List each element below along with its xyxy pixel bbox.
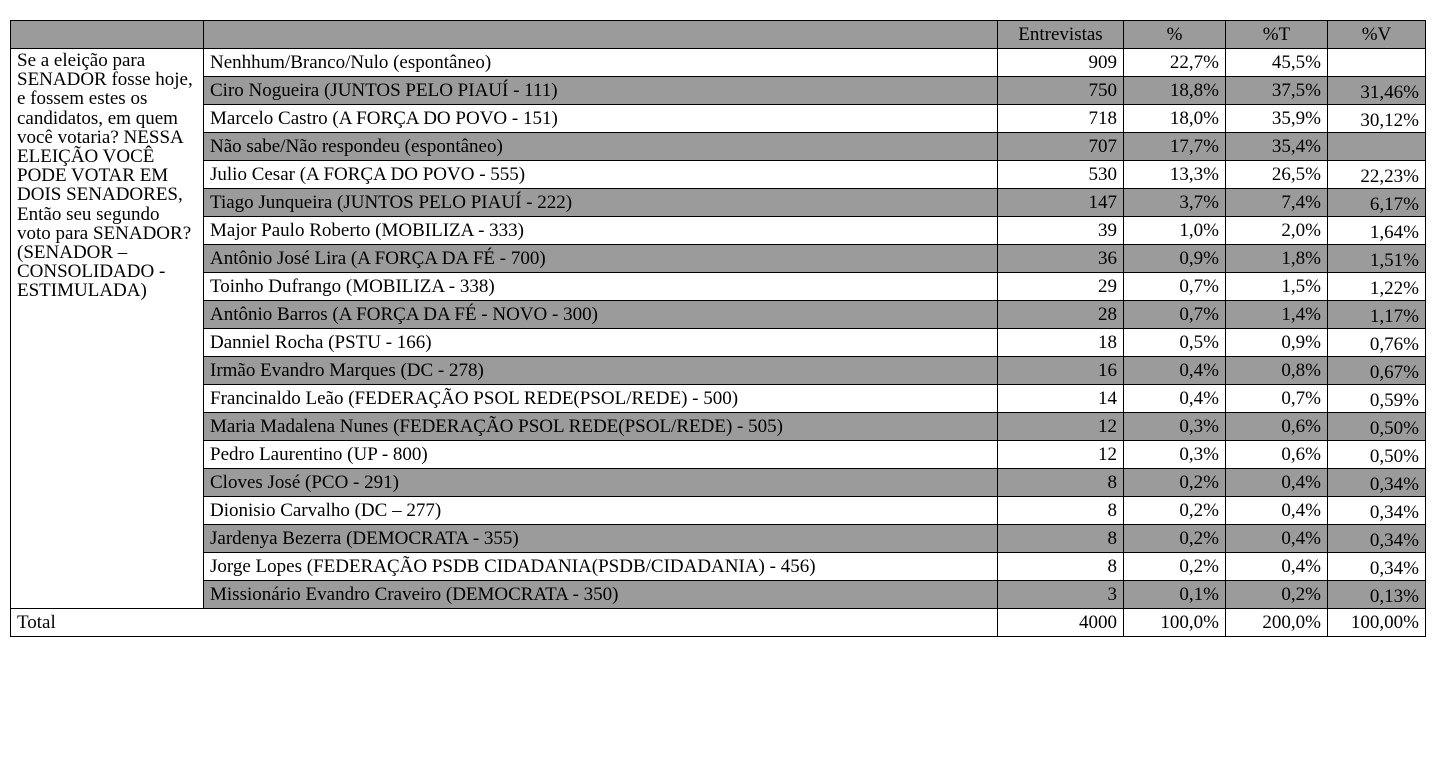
pct-t-cell: 0,8% [1226, 357, 1328, 385]
pct-v-cell [1328, 49, 1426, 77]
table-row [11, 77, 1426, 105]
table-row [11, 273, 1426, 301]
pct-v-cell: 6,17% [1328, 189, 1426, 217]
pct-t-cell: 1,5% [1226, 273, 1328, 301]
pct-cell: 0,7% [1124, 273, 1226, 301]
pct-v-cell: 30,12% [1328, 105, 1426, 133]
table-row [11, 357, 1426, 385]
interviews-cell: 8 [998, 553, 1124, 581]
interviews-cell: 14 [998, 385, 1124, 413]
pct-v-cell: 0,13% [1328, 581, 1426, 609]
pct-t-cell: 0,4% [1226, 553, 1328, 581]
header-pct-v: %V [1328, 21, 1426, 49]
pct-cell: 0,2% [1124, 525, 1226, 553]
total-pct-v: 100,00% [1328, 609, 1426, 637]
pct-t-cell: 0,7% [1226, 385, 1328, 413]
pct-t-cell: 0,9% [1226, 329, 1328, 357]
total-row [11, 609, 1426, 637]
table-row [11, 189, 1426, 217]
table-row [11, 217, 1426, 245]
total-pct: 100,0% [1124, 609, 1226, 637]
candidate-name: Tiago Junqueira (JUNTOS PELO PIAUÍ - 222) [204, 189, 998, 217]
pct-v-cell: 0,67% [1328, 357, 1426, 385]
candidate-name: Danniel Rocha (PSTU - 166) [204, 329, 998, 357]
pct-t-cell: 35,4% [1226, 133, 1328, 161]
candidate-name: Ciro Nogueira (JUNTOS PELO PIAUÍ - 111) [204, 77, 998, 105]
interviews-cell: 718 [998, 105, 1124, 133]
table-row [11, 245, 1426, 273]
pct-v-cell: 0,50% [1328, 413, 1426, 441]
interviews-cell: 28 [998, 301, 1124, 329]
table-row [11, 469, 1426, 497]
pct-v-cell: 22,23% [1328, 161, 1426, 189]
pct-t-cell: 0,6% [1226, 441, 1328, 469]
interviews-cell: 8 [998, 525, 1124, 553]
pct-t-cell: 37,5% [1226, 77, 1328, 105]
pct-cell: 0,2% [1124, 553, 1226, 581]
table-row [11, 553, 1426, 581]
candidate-name: Não sabe/Não respondeu (espontâneo) [204, 133, 998, 161]
pct-v-cell: 1,17% [1328, 301, 1426, 329]
pct-t-cell: 1,4% [1226, 301, 1328, 329]
pct-v-cell: 0,34% [1328, 469, 1426, 497]
pct-v-cell: 1,51% [1328, 245, 1426, 273]
candidate-name: Irmão Evandro Marques (DC - 278) [204, 357, 998, 385]
candidate-name: Julio Cesar (A FORÇA DO POVO - 555) [204, 161, 998, 189]
pct-t-cell: 7,4% [1226, 189, 1328, 217]
total-label: Total [11, 609, 998, 637]
total-interviews: 4000 [998, 609, 1124, 637]
candidate-name: Toinho Dufrango (MOBILIZA - 338) [204, 273, 998, 301]
interviews-cell: 18 [998, 329, 1124, 357]
pct-cell: 0,4% [1124, 357, 1226, 385]
candidate-name: Major Paulo Roberto (MOBILIZA - 333) [204, 217, 998, 245]
table-body [11, 49, 1426, 609]
pct-t-cell: 2,0% [1226, 217, 1328, 245]
pct-t-cell: 0,4% [1226, 525, 1328, 553]
pct-cell: 0,9% [1124, 245, 1226, 273]
interviews-cell: 8 [998, 497, 1124, 525]
interviews-cell: 3 [998, 581, 1124, 609]
interviews-cell: 12 [998, 413, 1124, 441]
header-row [11, 21, 1426, 49]
header-pct: % [1124, 21, 1226, 49]
pct-t-cell: 0,4% [1226, 469, 1328, 497]
pct-cell: 18,8% [1124, 77, 1226, 105]
pct-cell: 1,0% [1124, 217, 1226, 245]
interviews-cell: 909 [998, 49, 1124, 77]
pct-t-cell: 45,5% [1226, 49, 1328, 77]
candidate-name: Maria Madalena Nunes (FEDERAÇÃO PSOL REDE(PSOL/REDE) - 505) [204, 413, 998, 441]
pct-t-cell: 0,6% [1226, 413, 1328, 441]
candidate-name: Antônio José Lira (A FORÇA DA FÉ - 700) [204, 245, 998, 273]
pct-v-cell: 1,64% [1328, 217, 1426, 245]
candidate-name: Marcelo Castro (A FORÇA DO POVO - 151) [204, 105, 998, 133]
candidate-name: Pedro Laurentino (UP - 800) [204, 441, 998, 469]
candidate-name: Francinaldo Leão (FEDERAÇÃO PSOL REDE(PSOL/REDE) - 500) [204, 385, 998, 413]
candidate-name: Jardenya Bezerra (DEMOCRATA - 355) [204, 525, 998, 553]
pct-v-cell: 0,34% [1328, 525, 1426, 553]
table-row [11, 581, 1426, 609]
pct-v-cell: 0,50% [1328, 441, 1426, 469]
candidate-name: Missionário Evandro Craveiro (DEMOCRATA - 350) [204, 581, 998, 609]
table-row [11, 497, 1426, 525]
interviews-cell: 750 [998, 77, 1124, 105]
pct-cell: 0,2% [1124, 497, 1226, 525]
interviews-cell: 8 [998, 469, 1124, 497]
header-blank-candidate [204, 21, 998, 49]
candidate-name: Dionisio Carvalho (DC – 277) [204, 497, 998, 525]
interviews-cell: 16 [998, 357, 1124, 385]
table-row [11, 525, 1426, 553]
pct-cell: 0,3% [1124, 441, 1226, 469]
total-pct-t: 200,0% [1226, 609, 1328, 637]
interviews-cell: 36 [998, 245, 1124, 273]
candidate-name: Cloves José (PCO - 291) [204, 469, 998, 497]
interviews-cell: 147 [998, 189, 1124, 217]
table-row [11, 133, 1426, 161]
pct-cell: 18,0% [1124, 105, 1226, 133]
pct-v-cell: 0,34% [1328, 497, 1426, 525]
question-text: Se a eleição para SENADOR fosse hoje, e fossem estes os candidatos, em quem você votaria? NESSA ELEIÇÃO VOCÊ PODE VOTAR EM DOIS SENADORES, Então seu segundo voto para SENADOR? (SENADOR – CONSOLIDADO -ESTIMULADA) [11, 49, 204, 609]
pct-v-cell: 0,34% [1328, 553, 1426, 581]
table-row [11, 161, 1426, 189]
interviews-cell: 39 [998, 217, 1124, 245]
pct-cell: 0,7% [1124, 301, 1226, 329]
pct-cell: 0,5% [1124, 329, 1226, 357]
table-row [11, 49, 1426, 77]
pct-cell: 0,2% [1124, 469, 1226, 497]
pct-v-cell: 31,46% [1328, 77, 1426, 105]
table-row [11, 301, 1426, 329]
pct-cell: 0,3% [1124, 413, 1226, 441]
table-row [11, 105, 1426, 133]
table-row [11, 329, 1426, 357]
pct-v-cell: 1,22% [1328, 273, 1426, 301]
candidate-name: Antônio Barros (A FORÇA DA FÉ - NOVO - 300) [204, 301, 998, 329]
senate-poll-table [10, 20, 1426, 637]
interviews-cell: 707 [998, 133, 1124, 161]
table-row [11, 413, 1426, 441]
pct-v-cell: 0,76% [1328, 329, 1426, 357]
pct-t-cell: 26,5% [1226, 161, 1328, 189]
interviews-cell: 12 [998, 441, 1124, 469]
interviews-cell: 29 [998, 273, 1124, 301]
header-pct-t: %T [1226, 21, 1328, 49]
pct-t-cell: 0,4% [1226, 497, 1328, 525]
pct-cell: 0,1% [1124, 581, 1226, 609]
pct-cell: 13,3% [1124, 161, 1226, 189]
table-row [11, 385, 1426, 413]
pct-cell: 17,7% [1124, 133, 1226, 161]
pct-t-cell: 35,9% [1226, 105, 1328, 133]
pct-cell: 22,7% [1124, 49, 1226, 77]
pct-v-cell: 0,59% [1328, 385, 1426, 413]
pct-t-cell: 1,8% [1226, 245, 1328, 273]
candidate-name: Nenhhum/Branco/Nulo (espontâneo) [204, 49, 998, 77]
pct-t-cell: 0,2% [1226, 581, 1328, 609]
pct-cell: 3,7% [1124, 189, 1226, 217]
candidate-name: Jorge Lopes (FEDERAÇÃO PSDB CIDADANIA(PSDB/CIDADANIA) - 456) [204, 553, 998, 581]
interviews-cell: 530 [998, 161, 1124, 189]
pct-cell: 0,4% [1124, 385, 1226, 413]
table-row [11, 441, 1426, 469]
header-blank-question [11, 21, 204, 49]
header-interviews: Entrevistas [998, 21, 1124, 49]
pct-v-cell [1328, 133, 1426, 161]
